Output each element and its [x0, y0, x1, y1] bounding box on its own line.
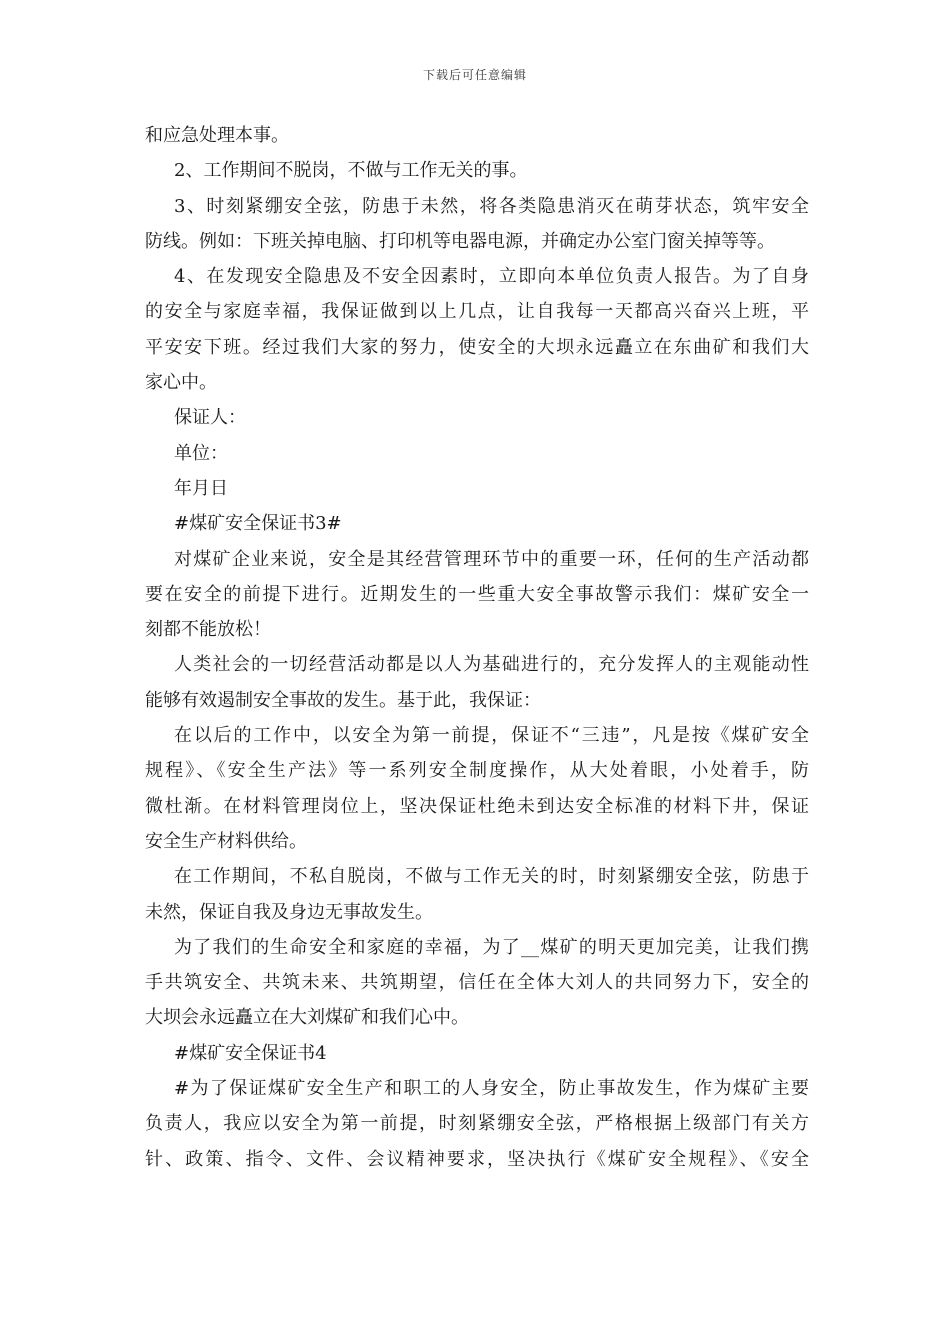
text-line: 要在安全的前提下进行。近期发生的一些重大安全事故警示我们：煤矿安全一: [145, 583, 809, 605]
paragraph: [145, 647, 809, 718]
text-line: 家心中。: [145, 372, 217, 394]
paragraph: [145, 542, 809, 648]
text-line: 负责人，我应以安全为第一前提，时刻紧绷安全弦，严格根据上级部门有关方: [145, 1113, 809, 1135]
text-line: 和应急处理本事。: [145, 125, 289, 146]
paragraph: [145, 189, 809, 260]
paragraph: [145, 471, 809, 506]
text-line: 手共筑安全、共筑未来、共筑期望，信任在全体大刘人的共同努力下，安全的: [145, 972, 809, 994]
text-line: 对煤矿企业来说，安全是其经营管理环节中的重要一环，任何的生产活动都: [174, 548, 809, 570]
text-line: 未然，保证自我及身边无事故发生。: [145, 901, 433, 923]
paragraph: [145, 400, 809, 435]
text-line: 能够有效遏制安全事故的发生。基于此，我保证：: [145, 689, 541, 711]
text-line: 人类社会的一切经营活动都是以人为基础进行的，充分发挥人的主观能动性: [174, 654, 809, 676]
paragraph: [145, 859, 809, 930]
text-line: 安全生产材料供给。: [145, 830, 307, 852]
text-line: 刻都不能放松！: [145, 619, 271, 641]
text-line: 防线。例如：下班关掉电脑、打印机等电器电源，并确定办公室门窗关掉等等。: [145, 230, 775, 252]
text-line: 3、时刻紧绷安全弦，防患于未然，将各类隐患消灭在萌芽状态，筑牢安全: [174, 195, 809, 217]
text-line: 为了我们的生命安全和家庭的幸福，为了__煤矿的明天更加完美，让我们携: [174, 936, 809, 958]
document-body: [145, 118, 809, 1177]
text-line: 针、政策、指令、文件、会议精神要求，坚决执行《煤矿安全规程》、《安全: [145, 1148, 809, 1170]
date-label: 年月日: [174, 477, 228, 499]
text-line: 规程》、《安全生产法》等一系列安全制度操作，从大处着眼，小处着手，防: [145, 760, 809, 782]
paragraph: [145, 718, 809, 859]
text-line: 的安全与家庭幸福，我保证做到以上几点，让自我每一天都高兴奋兴上班，平: [145, 301, 809, 323]
page-header: 下载后可任意编辑: [422, 68, 527, 82]
section-title: #煤矿安全保证书3#: [174, 513, 342, 535]
text-line: 大坝会永远矗立在大刘煤矿和我们心中。: [145, 1007, 469, 1029]
text-line: 平安安下班。经过我们大家的努力，使安全的大坝永远矗立在东曲矿和我们大: [145, 336, 809, 358]
text-line: 4、在发现安全隐患及不安全因素时，立即向本单位负责人报告。为了自身: [174, 266, 809, 288]
paragraph: [145, 153, 809, 188]
paragraph: [145, 1071, 809, 1177]
paragraph: [145, 259, 809, 400]
signer-label: 保证人：: [174, 407, 246, 429]
unit-label: 单位：: [174, 442, 228, 464]
text-line: 在工作期间，不私自脱岗，不做与工作无关的时，时刻紧绷安全弦，防患于: [174, 866, 809, 888]
section-title: #煤矿安全保证书4: [174, 1042, 327, 1064]
paragraph: [145, 436, 809, 471]
paragraph: [145, 930, 809, 1036]
text-line: 2、工作期间不脱岗，不做与工作无关的事。: [174, 160, 528, 182]
section-heading: [145, 506, 809, 541]
text-line: #为了保证煤矿安全生产和职工的人身安全，防止事故发生，作为煤矿主要: [174, 1078, 809, 1100]
text-line: 微杜渐。在材料管理岗位上，坚决保证杜绝未到达安全标准的材料下井，保证: [145, 795, 809, 817]
paragraph: [145, 118, 809, 153]
section-heading: [145, 1036, 809, 1071]
text-line: 在以后的工作中，以安全为第一前提，保证不“三违”，凡是按《煤矿安全: [174, 725, 809, 747]
